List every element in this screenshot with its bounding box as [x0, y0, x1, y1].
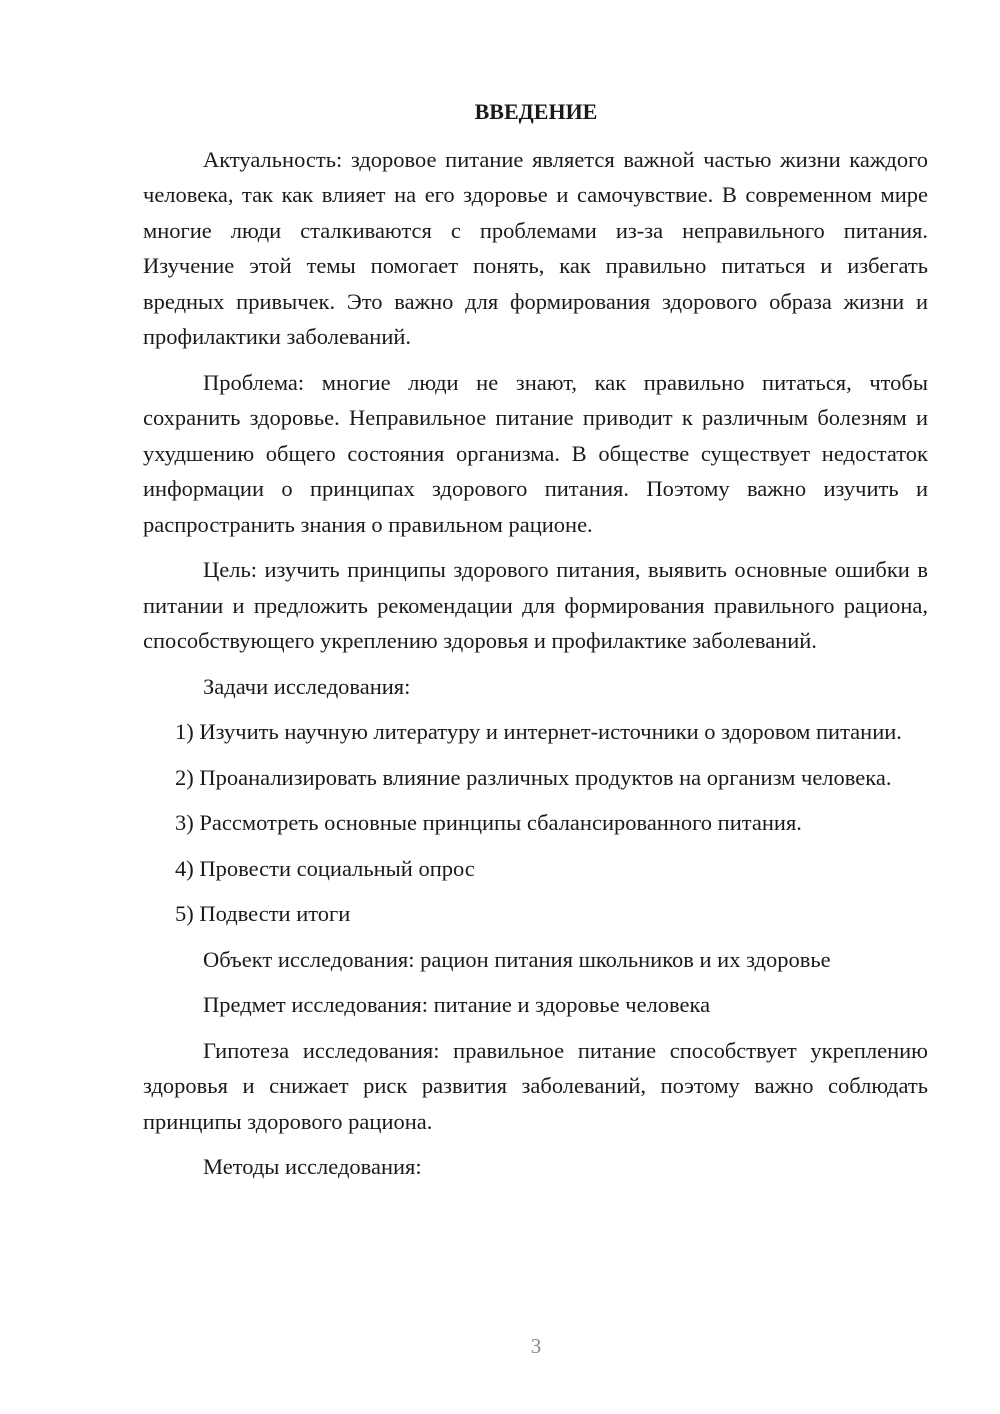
task-item-1: 1) Изучить научную литературу и интернет-источники о здоровом питании. [175, 719, 902, 744]
task-item-3: 3) Рассмотреть основные принципы сбалансированного питания. [175, 810, 802, 835]
task-item-2: 2) Проанализировать влияние различных продуктов на организм человека. [175, 764, 892, 790]
research-subject: Предмет исследования: питание и здоровье человека [203, 992, 711, 1017]
document-page [143, 94, 928, 1195]
relevance-paragraph: Актуальность: здоровое питание является важной частью жизни каждого человека, так как влияет на его здоровье и самочувствие. В современном мире многие люди сталкиваются с проблемами из-за неправильного питания. Изучение этой темы помогает понять, как правильно питаться и избегать вредных привычек. Это важно для формирования здорового образа жизни и профилактики заболеваний. [143, 146, 928, 349]
section-title: ВВЕДЕНИЕ [474, 99, 598, 124]
goal-paragraph: Цель: изучить принципы здорового питания, выявить основные ошибки в питании и предложить рекомендации для формирования правильного рациона, способствующего укреплению здоровья и профилактике заболеваний. [143, 557, 928, 653]
page-number: 3 [530, 1334, 542, 1358]
task-item-4: 4) Провести социальный опрос [175, 855, 475, 881]
tasks-heading: Задачи исследования: [203, 673, 411, 699]
task-item-5: 5) Подвести итоги [175, 901, 351, 926]
research-hypothesis: Гипотеза исследования: правильное питание способствует укреплению здоровья и снижает риск развития заболеваний, поэтому важно соблюдать принципы здорового рациона. [143, 1037, 928, 1134]
methods-heading: Методы исследования: [203, 1154, 422, 1179]
problem-paragraph: Проблема: многие люди не знают, как правильно питаться, чтобы сохранить здоровье. Неправильное питание приводит к различным болезням и ухудшению общего состояния организма. В обществе существует недостаток информации о принципах здорового питания. Поэтому важно изучить и распространить знания о правильном рационе. [143, 369, 928, 537]
research-object: Объект исследования: рацион питания школьников и их здоровье [203, 946, 831, 972]
